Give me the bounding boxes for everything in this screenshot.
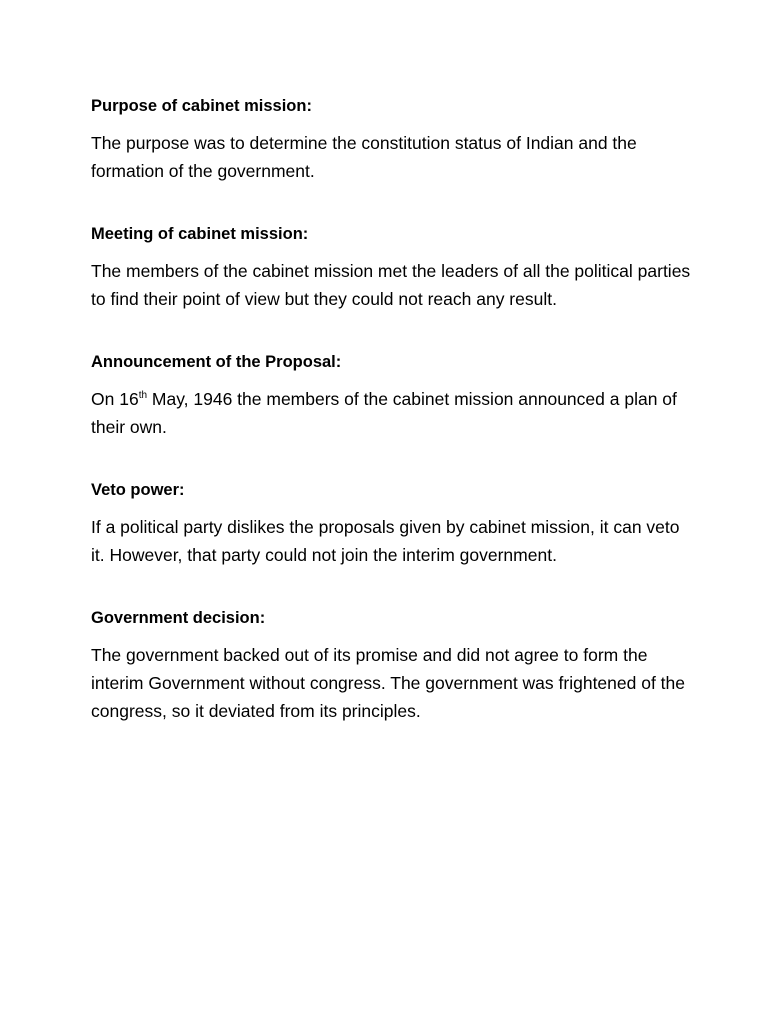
section-heading: Purpose of cabinet mission: [91,97,312,115]
section-heading: Announcement of the Proposal: [91,353,342,371]
section-announcement [91,349,691,441]
section-meeting [91,221,691,313]
ordinal-suffix: th [138,390,148,402]
document-content [91,93,691,761]
section-heading: Veto power: [91,481,185,499]
section-veto-power [91,477,691,569]
section-paragraph: The government backed out of its promise and did not agree to form the interim Government without congress. The government was frightened of the congress, so it deviated from its principles. [91,645,686,721]
section-government-decision [91,605,691,725]
section-heading: Meeting of cabinet mission: [91,225,309,243]
paragraph-text-start: On 16 [91,389,139,409]
section-paragraph: The purpose was to determine the constitution status of Indian and the formation of the government. [91,133,637,181]
section-paragraph: If a political party dislikes the proposals given by cabinet mission, it can veto it. However, that party could not join the interim government. [91,517,680,565]
paragraph-text-end: May, 1946 the members of the cabinet mission announced a plan of their own. [91,389,677,437]
section-paragraph [91,385,691,441]
section-paragraph: The members of the cabinet mission met the leaders of all the political parties to find their point of view but they could not reach any result. [91,261,691,309]
section-purpose [91,93,691,185]
section-heading: Government decision: [91,609,266,627]
